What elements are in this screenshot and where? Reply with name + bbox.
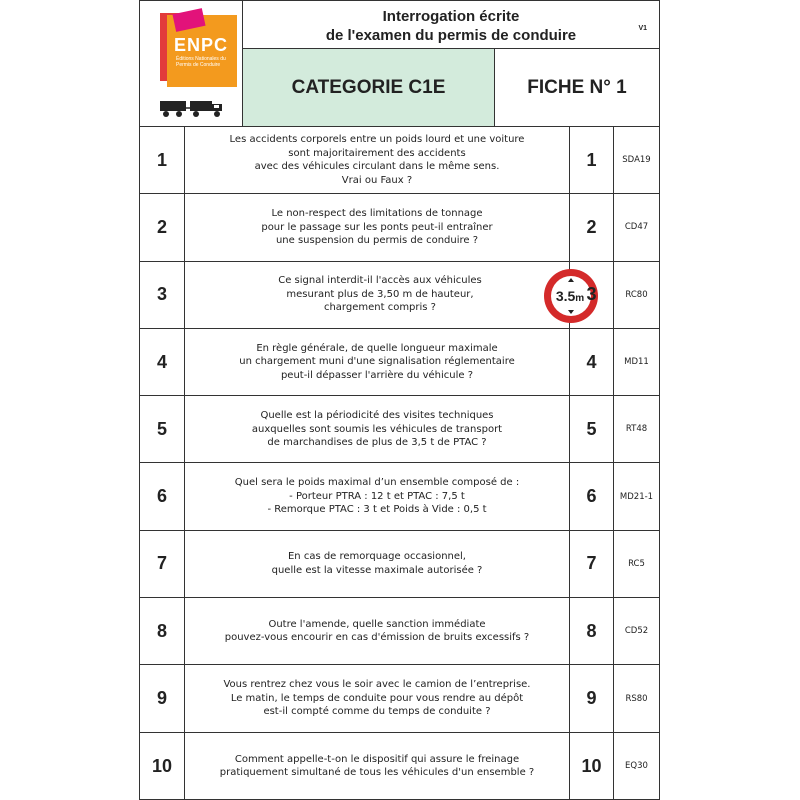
question-number: 4: [140, 329, 185, 395]
exam-sheet: [139, 0, 660, 800]
question-number-right: 5: [570, 396, 614, 462]
question-row: [140, 194, 659, 261]
question-number-right: 2: [570, 194, 614, 260]
question-code: CD52: [624, 626, 649, 637]
question-text-cell: Vous rentrez chez vous le soir avec le camion de l’entreprise. Le matin, le temps de conduite pour vous rendre au dépôt est-il compté comme du temps de conduite ?: [185, 665, 570, 731]
title-line-1: Interrogation écrite: [382, 8, 520, 25]
version-label: V1: [638, 25, 647, 32]
question-number-right: 4: [570, 329, 614, 395]
question-row: [140, 463, 659, 530]
question-number: 6: [140, 463, 185, 529]
question-text-cell: Outre l'amende, quelle sanction immédiate pouvez-vous encourir en cas d'émission de bruits excessifs ?: [185, 598, 570, 664]
question-row: [140, 262, 659, 329]
question-text-cell: Le non-respect des limitations de tonnage pour le passage sur les ponts peut-il entraîner une suspension du permis de conduire ?: [185, 194, 570, 260]
question-number: 7: [140, 531, 185, 597]
question-number: 1: [140, 127, 185, 193]
question-number-right: 1: [570, 127, 614, 193]
question-text-cell: [185, 262, 585, 328]
question-text: Ce signal interdit-il l'accès aux véhicules mesurant plus de 3,50 m de hauteur, chargement compris ?: [278, 275, 482, 314]
question-row: [140, 396, 659, 463]
question-number: 2: [140, 194, 185, 260]
logo-subtitle: Éditions Nationales du Permis de Conduire: [176, 56, 226, 68]
question-row: [140, 329, 659, 396]
question-row: [140, 127, 659, 194]
question-number: 8: [140, 598, 185, 664]
question-code: RS80: [625, 693, 648, 704]
question-number: 9: [140, 665, 185, 731]
question-number-right: 3: [570, 262, 614, 328]
exam-title: [243, 1, 659, 49]
question-number-right: 6: [570, 463, 614, 529]
question-code: MD21-1: [619, 491, 654, 502]
question-text-cell: Comment appelle-t-on le dispositif qui assure le freinage pratiquement simultané de tous les véhicules d'un ensemble ?: [185, 733, 570, 800]
question-number-right: 9: [570, 665, 614, 731]
question-table: [140, 127, 659, 800]
question-code: EQ30: [625, 761, 648, 772]
question-text-cell: Quelle est la périodicité des visites techniques auxquelles sont soumis les véhicules de transport de marchandises de plus de 3,5 t de PTAC ?: [185, 396, 570, 462]
question-code: RC80: [625, 289, 648, 300]
question-code: MD11: [624, 357, 649, 368]
question-row: [140, 598, 659, 665]
svg-text:3.5m: 3.5m: [555, 287, 585, 304]
question-text-cell: Les accidents corporels entre un poids lourd et une voiture sont majoritairement des accidents avec des véhicules circulant dans le même sens. Vrai ou Faux ?: [185, 127, 570, 193]
category-label: CATEGORIE C1E: [243, 49, 495, 127]
question-text-cell: En règle générale, de quelle longueur maximale un chargement muni d'une signalisation réglementaire peut-il dépasser l'arrière du véhicule ?: [185, 329, 570, 395]
logo-cell: [140, 1, 243, 127]
fiche-number: FICHE N° 1: [495, 49, 659, 127]
question-number-right: 10: [570, 733, 614, 800]
question-code: RT48: [625, 424, 648, 435]
question-number: 5: [140, 396, 185, 462]
title-line-2: de l'examen du permis de conduire: [325, 27, 577, 44]
question-number-right: 8: [570, 598, 614, 664]
question-code: SDA19: [622, 155, 651, 166]
question-row: [140, 531, 659, 598]
question-row: [140, 733, 659, 800]
question-number-right: 7: [570, 531, 614, 597]
truck-trailer-icon: [160, 97, 224, 119]
question-code: RC5: [628, 558, 645, 569]
question-number: 3: [140, 262, 185, 328]
logo-text: ENPC: [174, 35, 229, 55]
question-number: 10: [140, 733, 185, 800]
question-code: CD47: [624, 222, 649, 233]
question-text-cell: Quel sera le poids maximal d’un ensemble composé de : - Porteur PTRA : 12 t et PTAC : 7,5 t - Remorque PTAC : 3 t et Poids à Vide : 0,5 t: [185, 463, 570, 529]
question-row: [140, 665, 659, 732]
question-text-cell: En cas de remorquage occasionnel, quelle est la vitesse maximale autorisée ?: [185, 531, 570, 597]
